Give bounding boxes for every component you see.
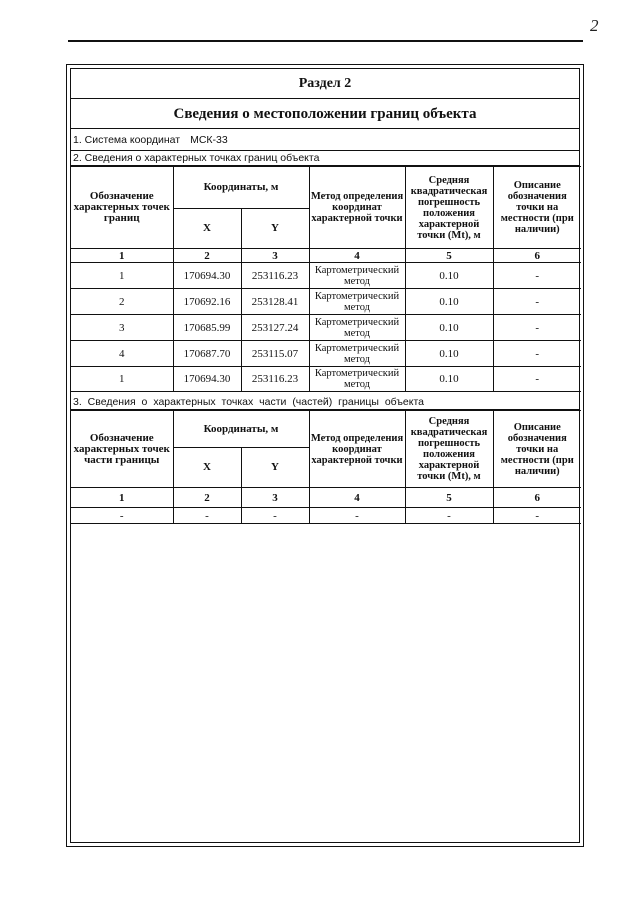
- points-table: [71, 166, 581, 392]
- coord-y: -: [241, 508, 309, 524]
- header-designation: Обозначение характерных точек границ: [71, 167, 173, 249]
- table-row: [71, 289, 581, 315]
- frame-content: [70, 68, 580, 843]
- page-number: 2: [590, 16, 599, 35]
- column-number: 3: [241, 488, 309, 508]
- description: -: [493, 289, 581, 315]
- coord-x: -: [173, 508, 241, 524]
- section-subtitle: Сведения о местоположении границ объекта: [71, 99, 579, 129]
- method: Картометрический метод: [309, 367, 405, 392]
- description: -: [493, 508, 581, 524]
- coordinate-system-row: [71, 129, 579, 151]
- point-id: 1: [71, 367, 173, 392]
- column-number: 2: [173, 249, 241, 263]
- method: Картометрический метод: [309, 315, 405, 341]
- header-method: Метод определения координат характерной точки: [309, 167, 405, 249]
- method: Картометрический метод: [309, 341, 405, 367]
- parts-table-heading: 3. Сведения о характерных точках части (частей) границы объекта: [71, 395, 579, 410]
- description: -: [493, 367, 581, 392]
- points-table-heading: 2. Сведения о характерных точках границ объекта: [71, 151, 579, 166]
- column-number: 6: [493, 488, 581, 508]
- document-frame: [66, 64, 584, 847]
- error: 0.10: [405, 263, 493, 289]
- header-designation: Обозначение характерных точек части границы: [71, 411, 173, 488]
- header-y: Y: [241, 448, 309, 488]
- column-number-row: [71, 249, 581, 263]
- column-number: 2: [173, 488, 241, 508]
- coord-x: 170694.30: [173, 263, 241, 289]
- header-error: Средняя квадратическая погрешность положения характерной точки (Mt), м: [405, 411, 493, 488]
- coord-y: 253116.23: [241, 367, 309, 392]
- column-number: 4: [309, 488, 405, 508]
- coord-y: 253127.24: [241, 315, 309, 341]
- column-number: 5: [405, 488, 493, 508]
- coord-y: 253128.41: [241, 289, 309, 315]
- point-id: 1: [71, 263, 173, 289]
- description: -: [493, 341, 581, 367]
- header-coordinates: Координаты, м: [173, 167, 309, 209]
- method: Картометрический метод: [309, 289, 405, 315]
- table-row: [71, 367, 581, 392]
- point-id: 3: [71, 315, 173, 341]
- coord-x: 170694.30: [173, 367, 241, 392]
- error: -: [405, 508, 493, 524]
- header-description: Описание обозначения точки на местности (при наличии): [493, 411, 581, 488]
- header-x: X: [173, 209, 241, 249]
- coord-y: 253115.07: [241, 341, 309, 367]
- header-x: X: [173, 448, 241, 488]
- error: 0.10: [405, 367, 493, 392]
- description: -: [493, 315, 581, 341]
- point-id: 2: [71, 289, 173, 315]
- error: 0.10: [405, 341, 493, 367]
- column-number: 1: [71, 488, 173, 508]
- description: -: [493, 263, 581, 289]
- column-number: 6: [493, 249, 581, 263]
- header-description: Описание обозначения точки на местности (при наличии): [493, 167, 581, 249]
- header-coordinates: Координаты, м: [173, 411, 309, 448]
- method: -: [309, 508, 405, 524]
- parts-table: [71, 410, 581, 524]
- section-title: Раздел 2: [71, 69, 579, 99]
- error: 0.10: [405, 315, 493, 341]
- column-number: 3: [241, 249, 309, 263]
- top-rule: [68, 40, 583, 42]
- table-row: [71, 341, 581, 367]
- coord-x: 170687.70: [173, 341, 241, 367]
- point-id: -: [71, 508, 173, 524]
- coordinate-system-label: 1. Система координат: [73, 134, 181, 146]
- header-method: Метод определения координат характерной точки: [309, 411, 405, 488]
- coord-x: 170692.16: [173, 289, 241, 315]
- error: 0.10: [405, 289, 493, 315]
- column-number: 4: [309, 249, 405, 263]
- table-row: [71, 263, 581, 289]
- method: Картометрический метод: [309, 263, 405, 289]
- header-error: Средняя квадратическая погрешность положения характерной точки (Mt), м: [405, 167, 493, 249]
- column-number: 5: [405, 249, 493, 263]
- column-number-row: [71, 488, 581, 508]
- coord-x: 170685.99: [173, 315, 241, 341]
- column-number: 1: [71, 249, 173, 263]
- coordinate-system-value: МСК-33: [190, 134, 228, 146]
- point-id: 4: [71, 341, 173, 367]
- table-row: [71, 315, 581, 341]
- coord-y: 253116.23: [241, 263, 309, 289]
- table-row: [71, 508, 581, 524]
- header-y: Y: [241, 209, 309, 249]
